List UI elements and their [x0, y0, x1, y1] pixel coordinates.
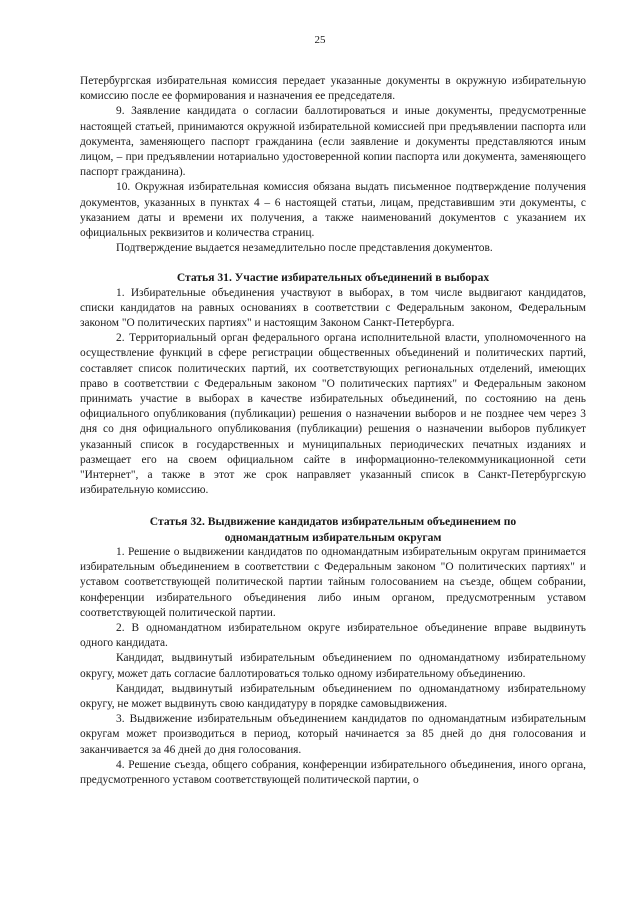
article-32-heading-line2: одномандатным избирательным округам [224, 530, 442, 544]
document-body [80, 74, 586, 788]
paragraph: Подтверждение выдается незамедлительно после представления документов. [116, 242, 493, 255]
paragraph: 1. Решение о выдвижении кандидатов по одномандатным избирательным округам принимается избирательным объединением в соответствии с Федеральным законом "О политических партиях" и уставом соответствующей политической партии тайным голосованием на съезде, общем собрании, конференции избирательного объединения либо иным органом, предусмотренным уставом соответствующей политической партии. [80, 545, 586, 619]
article-32-heading-line1: Статья 32. Выдвижение кандидатов избирательным объединением по [149, 515, 517, 529]
paragraph: 2. В одномандатном избирательном округе избирательное объединение вправе выдвинуть одного кандидата. [80, 621, 586, 650]
paragraph: 10. Окружная избирательная комиссия обязана выдать письменное подтверждение получения документов, указанных в пунктах 4 – 6 настоящей статьи, лицам, представившим эти документы, с указанием даты и времени их получения, а также наименований документов с указанием их официальных реквизитов и количества страниц. [80, 181, 586, 240]
paragraph: Кандидат, выдвинутый избирательным объединением по одномандатному избирательному округу, может дать согласие баллотироваться только одному избирательному объединению. [80, 652, 586, 680]
paragraph: Петербургская избирательная комиссия передает указанные документы в окружную избирательную комиссию после ее формирования и назначения ее председателя. [80, 75, 586, 103]
paragraph: 3. Выдвижение избирательным объединением кандидатов по одномандатным избирательным округам может производиться в период, который начинается за 85 дней до дня голосования и заканчивается за 46 дней до дня голосования. [80, 713, 586, 756]
page-number: 25 [314, 34, 326, 46]
paragraph: 2. Территориальный орган федерального органа исполнительной власти, уполномоченного на осуществление функций в сфере регистрации общественных объединений и политических партий, составляет список политических партий, их соответствующих региональных отделений, имеющих право в соответствии с Федеральным законом "О политических партиях" и Федеральным законом принимать участие в выборах в качестве избирательных объединений, по состоянию на день официального опубликования (публикации) решения о назначении выборов и не позднее чем через 3 дня со дня официального опубликования (публикации) решения о назначении выборов публикует указанный список в государственных и муниципальных периодических печатных изданиях и размещает его на своем официальном сайте в информационно-телекоммуникационной сети "Интернет", а также в этот же срок направляет указанный список в Санкт-Петербургскую избирательную комиссию. [80, 332, 586, 497]
paragraph: 1. Избирательные объединения участвуют в выборах, в том числе выдвигают кандидатов, списки кандидатов на равных основаниях в соответствии с Федеральным законом, Федеральным законом "О политических партиях" и настоящим Законом Санкт-Петербурга. [80, 286, 586, 330]
paragraph: Кандидат, выдвинутый избирательным объединением по одномандатному избирательному округу, не может выдвинуть свою кандидатуру в порядке самовыдвижения. [80, 682, 586, 710]
article-31-heading: Статья 31. Участие избирательных объединений в выборах [176, 271, 490, 285]
paragraph: 9. Заявление кандидата о согласии баллотироваться и иные документы, предусмотренные настоящей статьей, принимаются окружной избирательной комиссией при предъявлении паспорта или документа, заменяющего паспорт гражданина (если заявление и документы представляются иным лицом, – при предъявлении нотариально удостоверенной копии паспорта или документа, заменяющего паспорт гражданина). [80, 105, 586, 179]
paragraph: 4. Решение съезда, общего собрания, конференции избирательного объединения, иного органа, предусмотренного уставом соответствующей политической партии, о [80, 758, 586, 786]
